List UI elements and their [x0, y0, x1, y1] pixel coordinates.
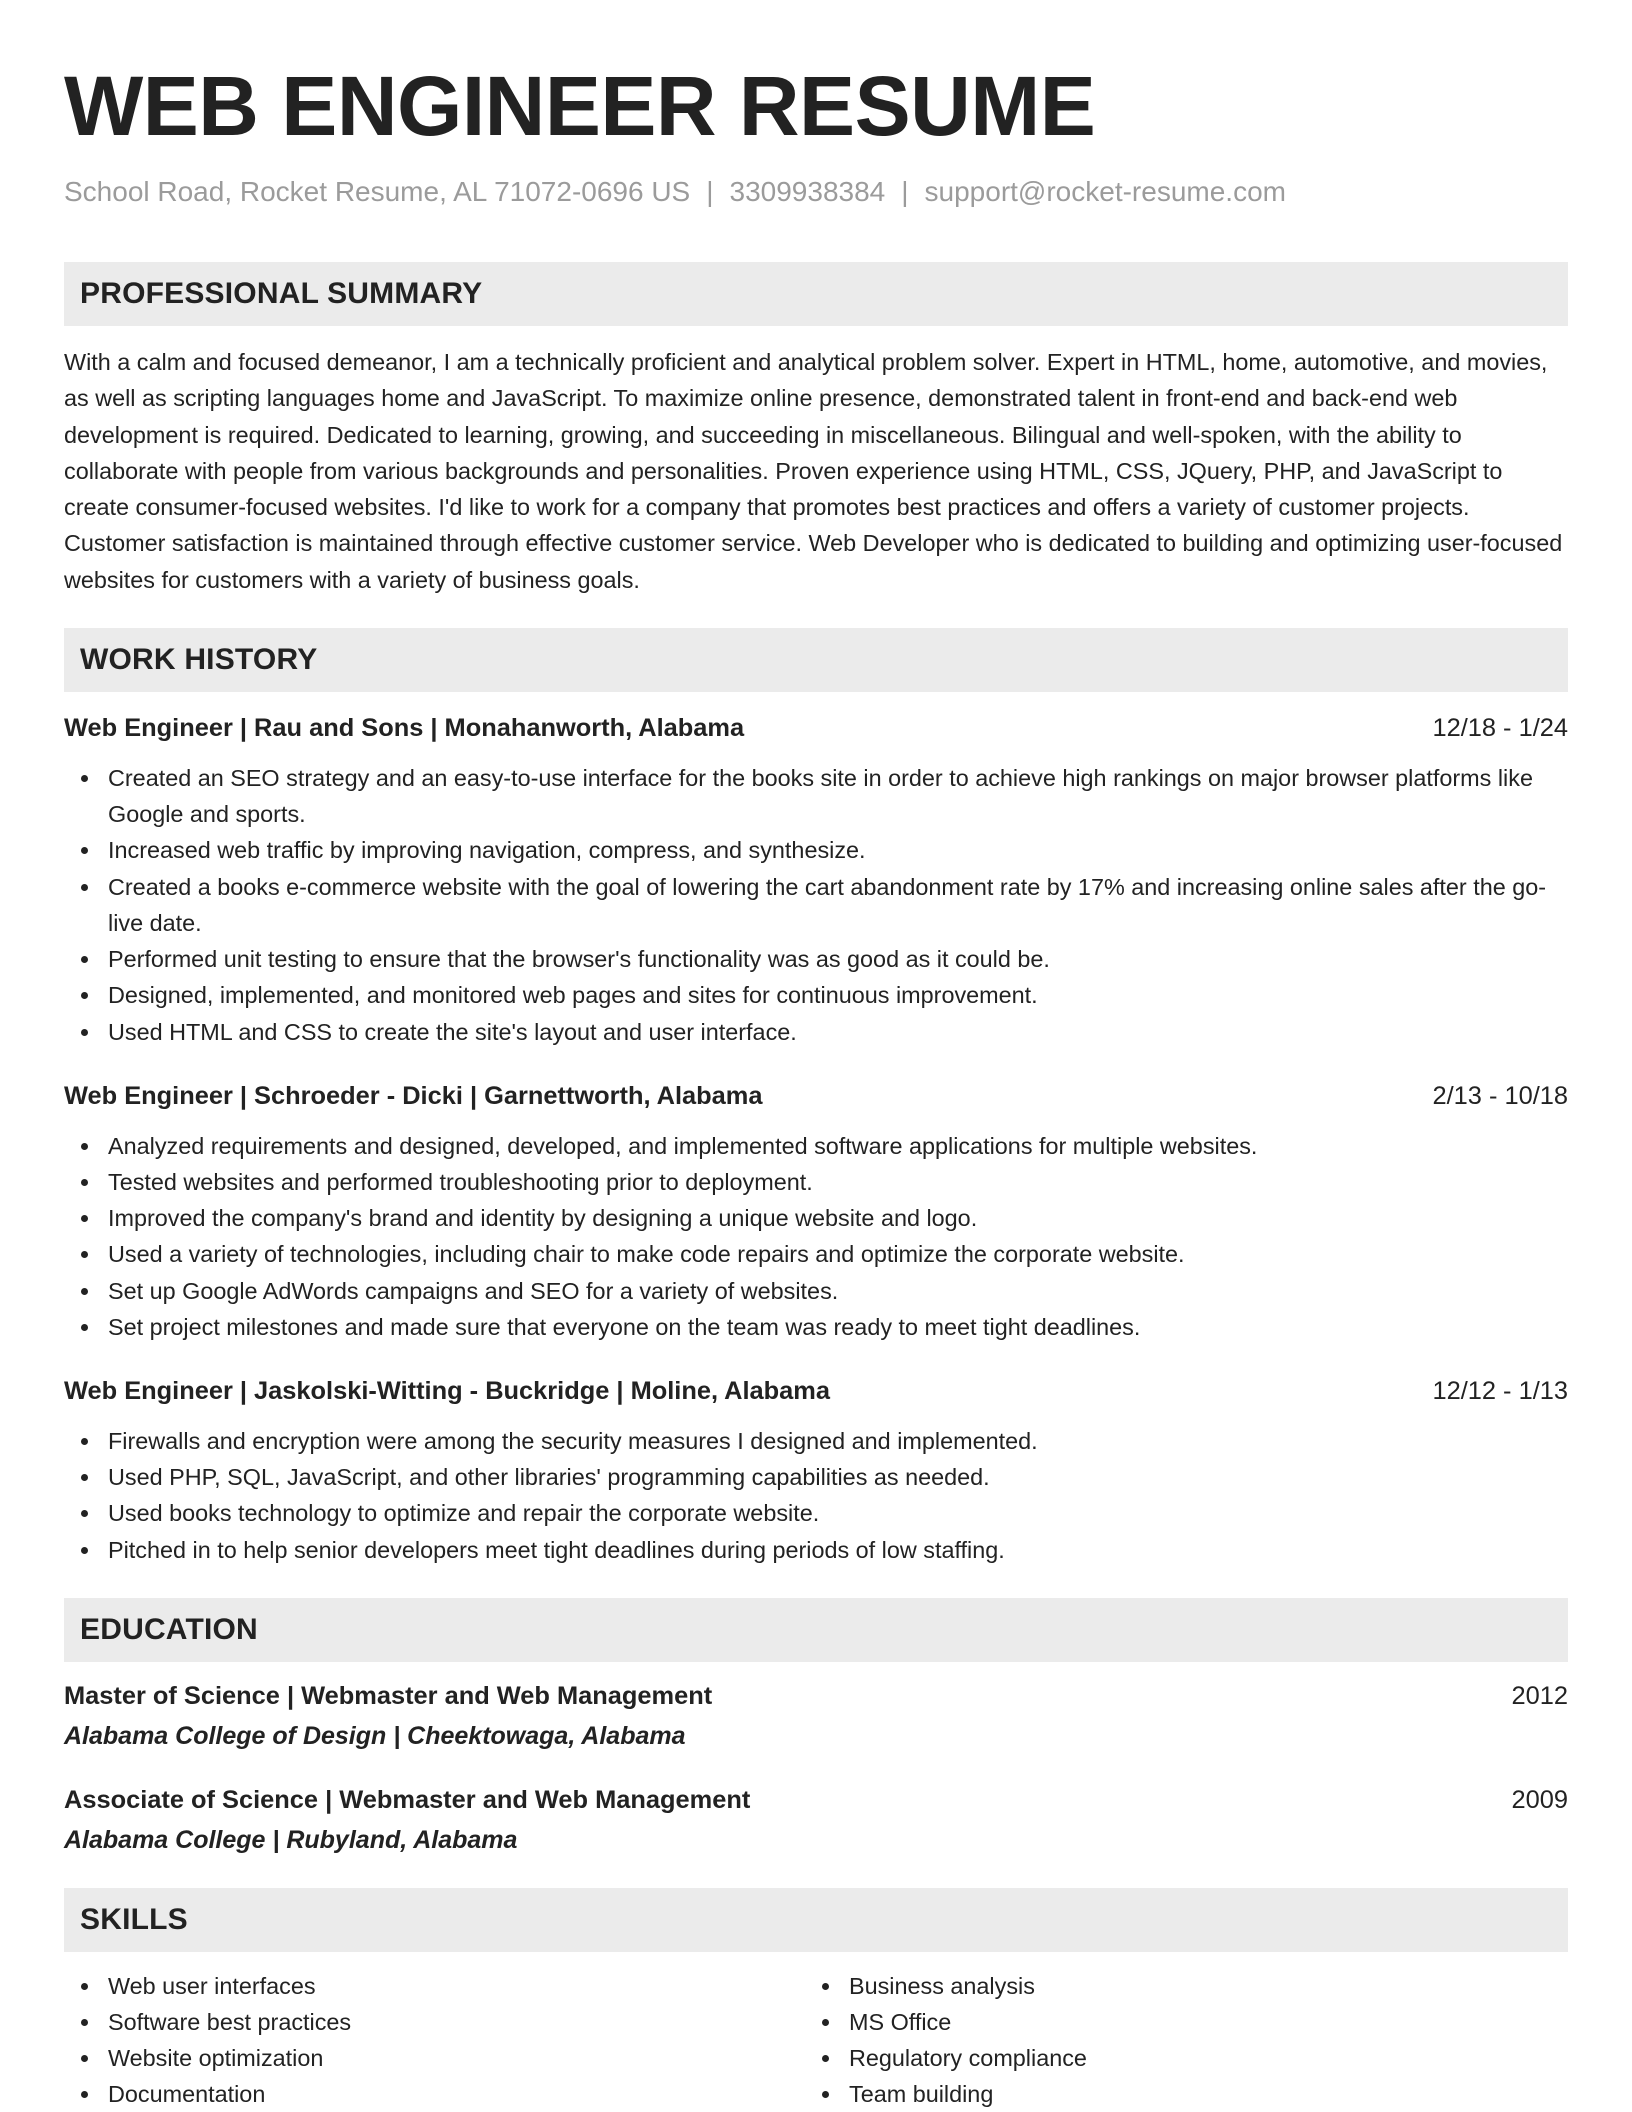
- job-bullet: [64, 1200, 1568, 1236]
- resume-title: WEB ENGINEER RESUME: [64, 59, 1096, 153]
- job-bullet-text: Set up Google AdWords campaigns and SEO for a variety of websites.: [108, 1277, 839, 1304]
- skills-list-right: [805, 1968, 1546, 2112]
- education-header: [64, 1782, 1568, 1818]
- job-dates: 12/18 - 1/24: [1432, 714, 1568, 743]
- contact-separator: |: [901, 176, 909, 207]
- bullet-icon: [822, 2019, 829, 2026]
- job-bullet-text: Used a variety of technologies, including chair to make code repairs and optimize the corporate website.: [108, 1241, 1185, 1268]
- job-bullet-text: Firewalls and encryption were among the security measures I designed and implemented.: [108, 1427, 1038, 1454]
- job-bullet-text: Performed unit testing to ensure that the browser's functionality was as good as it could be.: [108, 946, 1050, 973]
- skill-text: Web user interfaces: [108, 1972, 316, 1999]
- job-bullet: [64, 869, 1568, 941]
- job-bullet: [64, 977, 1568, 1013]
- job-bullet-text: Designed, implemented, and monitored web pages and sites for continuous improvement.: [108, 982, 1038, 1009]
- contact-phone: 3309938384: [729, 176, 886, 207]
- education-entry: [64, 1782, 1568, 1858]
- job-bullet: [64, 1495, 1568, 1531]
- job-bullet-text: Analyzed requirements and designed, developed, and implemented software applications for multiple websites.: [108, 1132, 1258, 1159]
- summary-text: With a calm and focused demeanor, I am a technically proficient and analytical problem solver. Expert in HTML, home, automotive, and movies, as well as scripting languages home and JavaScript. To maximize online presence, demonstrated talent in front-end and back-end web development is required. Dedicated to learning, growing, and succeeding in miscellaneous. Bilingual and well-spoken, with the ability to collaborate with people from various backgrounds and personalities. Proven experience using HTML, CSS, JQuery, PHP, and JavaScript to create consumer-focused websites. I'd like to work for a company that promotes best practices and offers a variety of customer projects. Customer satisfaction is maintained through effective customer service. Web Developer who is dedicated to building and optimizing user-focused websites for customers with a variety of business goals.: [64, 349, 1563, 593]
- job-header: [64, 1373, 1568, 1409]
- education-header: [64, 1678, 1568, 1714]
- job-bullet-list: [64, 1423, 1568, 1568]
- skill-text: Documentation: [108, 2081, 266, 2108]
- bullet-icon: [822, 2055, 829, 2062]
- bullet-icon: [81, 1251, 88, 1258]
- bullet-icon: [81, 1288, 88, 1295]
- bullet-icon: [81, 1474, 88, 1481]
- bullet-icon: [81, 956, 88, 963]
- education-year: 2012: [1511, 1681, 1568, 1710]
- bullet-icon: [81, 1029, 88, 1036]
- job-bullet-list: [64, 1128, 1568, 1345]
- skills-grid: [64, 1968, 1568, 2112]
- job-entry: [64, 710, 1568, 1050]
- job-bullet: [64, 1236, 1568, 1272]
- job-bullet-text: Set project milestones and made sure that everyone on the team was ready to meet tight deadlines.: [108, 1313, 1141, 1340]
- bullet-icon: [81, 1215, 88, 1222]
- job-bullet-text: Used PHP, SQL, JavaScript, and other libraries' programming capabilities as needed.: [108, 1464, 990, 1491]
- skill-item: [64, 2004, 805, 2040]
- skill-item: [805, 2076, 1546, 2112]
- job-bullet: [64, 1459, 1568, 1495]
- job-bullet-text: Pitched in to help senior developers meet tight deadlines during periods of low staffing.: [108, 1536, 1005, 1563]
- bullet-icon: [81, 1143, 88, 1150]
- skill-text: Software best practices: [108, 2008, 352, 2035]
- section-header-summary: PROFESSIONAL SUMMARY: [64, 262, 1568, 326]
- job-bullet: [64, 1309, 1568, 1345]
- skill-item: [805, 2040, 1546, 2076]
- bullet-icon: [81, 1179, 88, 1186]
- contact-line: [64, 174, 1568, 210]
- job-header: [64, 1078, 1568, 1114]
- bullet-icon: [81, 884, 88, 891]
- bullet-icon: [81, 992, 88, 999]
- contact-separator: |: [706, 176, 714, 207]
- job-bullet: [64, 832, 1568, 868]
- education-school: Alabama College | Rubyland, Alabama: [64, 1825, 518, 1854]
- skills-list-left: [64, 1968, 805, 2112]
- contact-address: School Road, Rocket Resume, AL 71072-0696 US: [64, 176, 691, 207]
- job-bullet-text: Improved the company's brand and identity by designing a unique website and logo.: [108, 1205, 978, 1232]
- section-header-work-history: WORK HISTORY: [64, 628, 1568, 692]
- bullet-icon: [822, 2091, 829, 2098]
- job-entry: [64, 1373, 1568, 1568]
- job-bullet-text: Used books technology to optimize and repair the corporate website.: [108, 1500, 820, 1527]
- skill-text: Team building: [849, 2081, 994, 2108]
- job-bullet: [64, 1164, 1568, 1200]
- bullet-icon: [81, 1438, 88, 1445]
- skill-item: [64, 2040, 805, 2076]
- education-school: Alabama College of Design | Cheektowaga, Alabama: [64, 1721, 686, 1750]
- job-bullet: [64, 941, 1568, 977]
- job-bullet-list: [64, 760, 1568, 1050]
- job-bullet: [64, 1273, 1568, 1309]
- bullet-icon: [81, 775, 88, 782]
- job-dates: 12/12 - 1/13: [1432, 1376, 1568, 1405]
- bullet-icon: [81, 2055, 88, 2062]
- contact-email: support@rocket-resume.com: [924, 176, 1286, 207]
- job-bullet-text: Used HTML and CSS to create the site's layout and user interface.: [108, 1018, 797, 1045]
- bullet-icon: [81, 1324, 88, 1331]
- job-title: Web Engineer | Schroeder - Dicki | Garnettworth, Alabama: [64, 1081, 763, 1110]
- skill-item: [64, 2076, 805, 2112]
- job-title: Web Engineer | Rau and Sons | Monahanworth, Alabama: [64, 714, 745, 743]
- education-year: 2009: [1511, 1785, 1568, 1814]
- skill-item: [805, 1968, 1546, 2004]
- bullet-icon: [81, 847, 88, 854]
- job-bullet: [64, 760, 1568, 832]
- skill-text: Business analysis: [849, 1972, 1035, 1999]
- job-bullet: [64, 1014, 1568, 1050]
- skill-text: MS Office: [849, 2008, 952, 2035]
- job-bullet-text: Created an SEO strategy and an easy-to-use interface for the books site in order to achieve high rankings on major browser platforms like Google and sports.: [108, 765, 1533, 828]
- job-title: Web Engineer | Jaskolski-Witting - Buckridge | Moline, Alabama: [64, 1376, 830, 1405]
- section-header-skills: SKILLS: [64, 1888, 1568, 1952]
- bullet-icon: [81, 1510, 88, 1517]
- skill-item: [64, 1968, 805, 2004]
- job-bullet: [64, 1532, 1568, 1568]
- section-header-education: EDUCATION: [64, 1598, 1568, 1662]
- education-degree: Master of Science | Webmaster and Web Management: [64, 1681, 713, 1710]
- job-bullet: [64, 1128, 1568, 1164]
- job-bullet-text: Tested websites and performed troubleshooting prior to deployment.: [108, 1168, 813, 1195]
- bullet-icon: [81, 2019, 88, 2026]
- job-bullet: [64, 1423, 1568, 1459]
- job-entry: [64, 1078, 1568, 1345]
- skill-item: [805, 2004, 1546, 2040]
- skill-text: Regulatory compliance: [849, 2045, 1087, 2072]
- job-bullet-text: Created a books e-commerce website with the goal of lowering the cart abandonment rate by 17% and increasing online sales after the go-live date.: [108, 873, 1547, 936]
- bullet-icon: [81, 2091, 88, 2098]
- bullet-icon: [822, 1983, 829, 1990]
- job-dates: 2/13 - 10/18: [1432, 1081, 1568, 1110]
- education-degree: Associate of Science | Webmaster and Web Management: [64, 1785, 751, 1814]
- skill-text: Website optimization: [108, 2045, 324, 2072]
- bullet-icon: [81, 1983, 88, 1990]
- education-entry: [64, 1678, 1568, 1754]
- bullet-icon: [81, 1547, 88, 1554]
- job-header: [64, 710, 1568, 746]
- job-bullet-text: Increased web traffic by improving navigation, compress, and synthesize.: [108, 837, 866, 864]
